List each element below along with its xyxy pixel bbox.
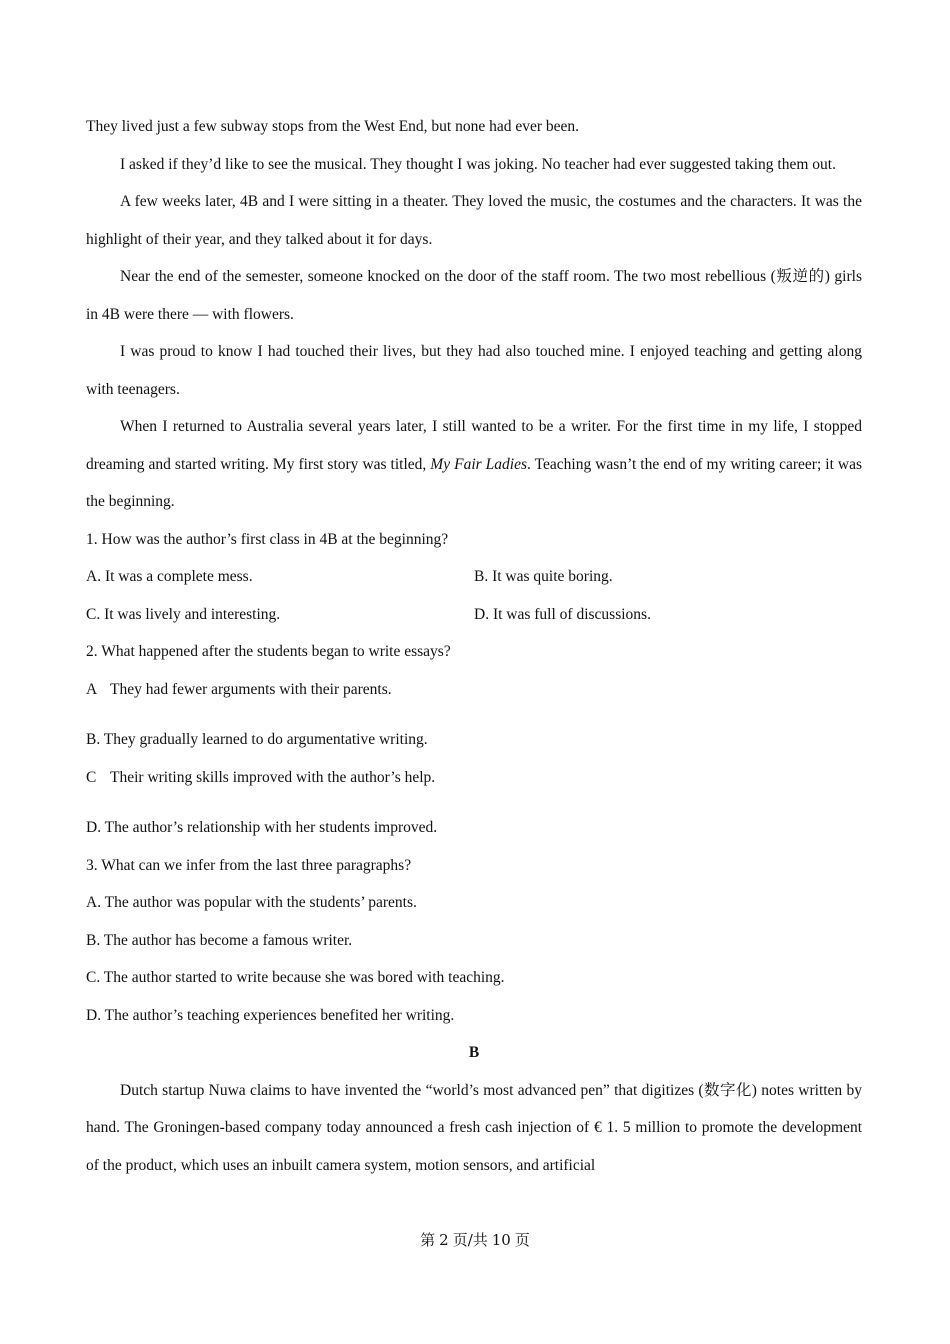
section-b-heading: B bbox=[468, 1044, 480, 1061]
question-1-option-b: B. It was quite boring. bbox=[474, 568, 613, 585]
question-3-option-d: D. The author’s teaching experiences benefited her writing. bbox=[86, 1006, 455, 1024]
question-2-option-a-letter: A bbox=[86, 680, 98, 698]
question-1-options-row-2 bbox=[86, 596, 862, 634]
story-title: My Fair Ladies bbox=[430, 455, 528, 473]
question-3-option-a: A. The author was popular with the students’ parents. bbox=[86, 894, 417, 911]
footer-total-pages: 10 bbox=[491, 1231, 511, 1249]
footer-middle: 页/共 bbox=[452, 1231, 488, 1249]
paragraph-6-text-before: When I returned to Australia several years later, I still wanted to be a writer. For the first time in my life, I stopped dreaming and started writing. My first story was titled, bbox=[86, 418, 862, 473]
question-2-option-b: B. They gradually learned to do argumentative writing. bbox=[86, 731, 428, 748]
question-1-option-c: C. It was lively and interesting. bbox=[86, 605, 281, 623]
question-3-option-c: C. The author started to write because she was bored with teaching. bbox=[86, 969, 505, 986]
question-2-stem: 2. What happened after the students began to write essays? bbox=[86, 643, 451, 660]
question-3-stem: 3. What can we infer from the last three paragraphs? bbox=[86, 856, 412, 874]
spacer bbox=[86, 796, 862, 809]
paragraph-6-text-after: . Teaching wasn’t the end of my writing career; it was the beginning. bbox=[86, 455, 862, 510]
footer-suffix: 页 bbox=[514, 1231, 530, 1249]
question-1-option-d: D. It was full of discussions. bbox=[474, 605, 651, 623]
spacer bbox=[86, 708, 862, 721]
question-2-option-c-text: Their writing skills improved with the author’s help. bbox=[110, 768, 436, 786]
page-footer bbox=[0, 1222, 950, 1259]
paragraph-2: I asked if they’d like to see the musical. They thought I was joking. No teacher had ever suggested taking them out. bbox=[120, 155, 836, 173]
question-2-option-c-letter: C bbox=[86, 768, 97, 786]
document-page bbox=[86, 108, 862, 1184]
paragraph-5: I was proud to know I had touched their lives, but they had also touched mine. I enjoyed teaching and getting along with teenagers. bbox=[86, 343, 862, 398]
paragraph-6 bbox=[86, 408, 862, 521]
question-2-option-c bbox=[86, 759, 862, 797]
question-2-option-a-text: They had fewer arguments with their parents. bbox=[110, 680, 392, 698]
question-1-options-row-1 bbox=[86, 558, 862, 596]
footer-prefix: 第 bbox=[420, 1231, 436, 1249]
footer-page-number: 2 bbox=[439, 1231, 449, 1249]
question-1-stem: 1. How was the author’s first class in 4B at the beginning? bbox=[86, 530, 449, 548]
question-2-option-d: D. The author’s relationship with her students improved. bbox=[86, 819, 438, 836]
question-1-option-a: A. It was a complete mess. bbox=[86, 568, 253, 585]
question-3-option-b: B. The author has become a famous writer. bbox=[86, 931, 353, 949]
question-2-option-a bbox=[86, 671, 862, 709]
paragraph-3: A few weeks later, 4B and I were sitting in a theater. They loved the music, the costumes and the characters. It was the highlight of their year, and they talked about it for days. bbox=[86, 193, 862, 248]
paragraph-1: They lived just a few subway stops from the West End, but none had ever been. bbox=[86, 118, 580, 135]
section-b-paragraph: Dutch startup Nuwa claims to have invented the “world’s most advanced pen” that digitizes (数字化) notes written by hand. The Groningen-based company today announced a fresh cash injection of € 1. 5 million to promote the development of the product, which uses an inbuilt camera system, motion sensors, and artificial bbox=[86, 1081, 862, 1174]
paragraph-4: Near the end of the semester, someone knocked on the door of the staff room. The two most rebellious (叛逆的) girls in 4B were there — with flowers. bbox=[86, 268, 862, 323]
